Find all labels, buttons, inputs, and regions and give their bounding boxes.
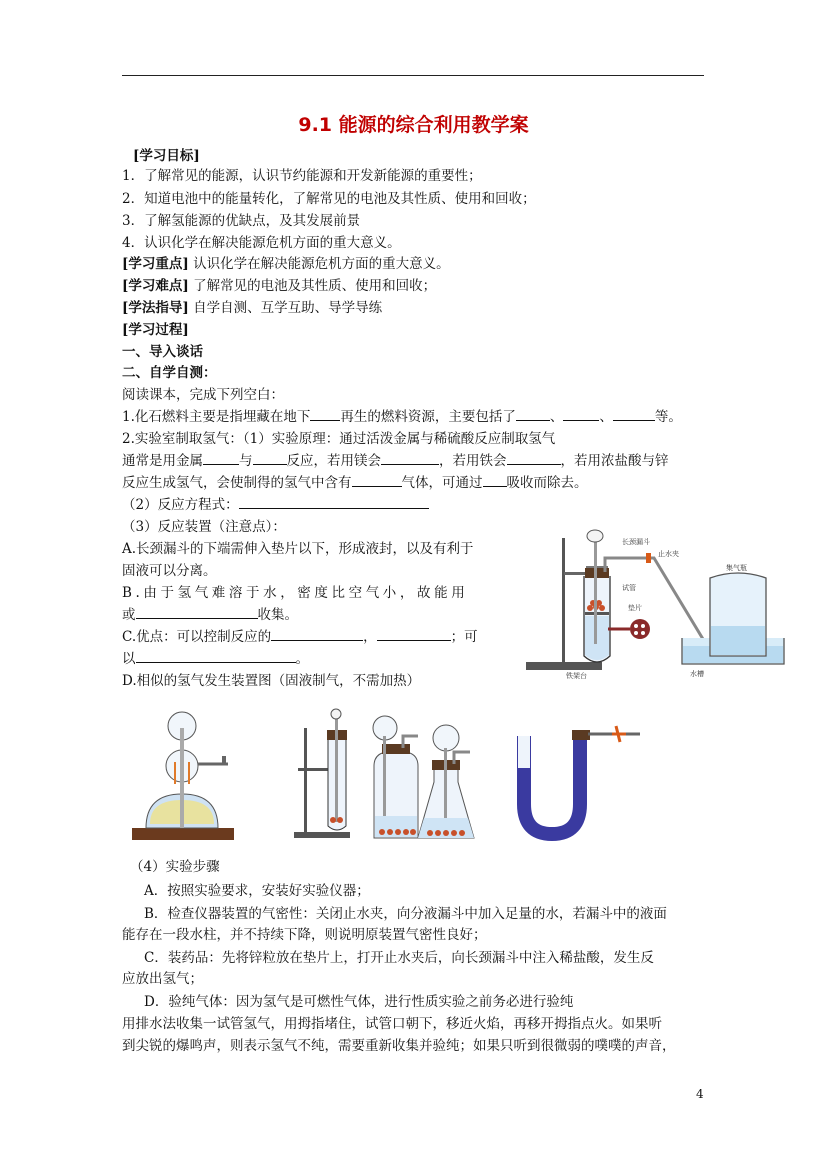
step-d-2: 用排水法收集一试管氢气，用拇指堵住，试管口朝下，移近火焰，再移开拇指点火。如果听 [122,1016,662,1032]
blank [613,408,655,421]
q2-line-3 [122,474,588,492]
q1-text-b: 再生的燃料资源，主要包括了 [340,409,516,425]
note-c-1 [122,628,478,646]
q1-text-a: 1.化石燃料主要是指埋藏在地下 [122,409,311,425]
section-1-heading: 一、导入谈话 [122,344,203,360]
pinch-clamp [646,553,651,563]
label-stand: 铁架台 [566,672,587,680]
kipp-generator [132,712,234,840]
objective-2: 2．知道电池中的能量转化，了解常见的电池及其性质、使用和回收； [122,191,536,207]
step-b-1: B．检查仪器装置的气密性：关闭止水夹，向分液漏斗中加入足量的水，若漏斗中的液面 [144,906,667,922]
label-trough: 水槽 [690,670,704,678]
q2-text: ，若用铁会 [439,453,507,469]
q2-line-2 [122,452,669,470]
blank [377,628,451,641]
q2-text: 以 [122,651,136,667]
header-rule [122,75,704,76]
blank [239,496,429,509]
q2-text: 吸收而除去。 [506,475,588,491]
long-neck-funnel [594,536,597,644]
plate-detail [630,619,650,639]
q2-text: ， [363,629,377,645]
method-text: 自学自测、互学互助、导学导练 [193,300,383,316]
question-1 [122,408,682,426]
device-heading: （3）反应装置（注意点）： [122,519,286,535]
conical-flask [418,725,474,838]
step-a: A．按照实验要求，安装好实验仪器； [144,883,370,899]
page-title: 9.1 能源的综合利用教学案 [298,114,529,136]
q2-text: 反应，若用镁会 [286,453,381,469]
section-2-heading: 二、自学自测： [122,365,217,381]
label-bottle: 集气瓶 [726,564,747,572]
blank [381,452,439,465]
step-d-3: 到尖锐的爆鸣声，则表示氢气不纯，需要重新收集并验纯；如果只听到很微弱的噗噗的声音， [122,1038,676,1054]
blank [203,452,239,465]
blank [483,474,507,487]
key-point [122,255,450,273]
note-b-1: B.由于氢气难溶于水，密度比空气小，故能用 [122,585,469,601]
key-point-label: [学习重点] [122,256,189,272]
tube-on-stand [294,709,350,838]
q1-text-d: 、 [599,409,613,425]
blank [136,650,296,663]
read-instruction: 阅读课本，完成下列空白： [122,387,284,403]
note-a-1: A.长颈漏斗的下端需伸入垫片以下，形成液封，以及有利于 [122,541,474,557]
blank [310,408,340,421]
step-b-2: 能存在一段水柱，并不持续下降，则说明原装置气密性良好； [122,927,487,943]
objective-4: 4．认识化学在解决能源危机方面的重大意义。 [122,235,401,251]
note-a-2: 固液可以分离。 [122,563,217,579]
q2-text: 。 [295,651,309,667]
method [122,299,382,317]
objective-3: 3．了解氢能源的优缺点，及其发展前景 [122,213,361,229]
blank [271,628,363,641]
difficulty [122,277,436,295]
blank [516,408,550,421]
blank [507,452,561,465]
label-funnel: 长颈漏斗 [622,538,650,546]
q2-text: 反应生成氢气，会使制得的氢气中含有 [122,475,352,491]
reaction-equation [122,496,429,514]
blank [352,474,402,487]
similar-apparatus-figures [128,708,688,848]
difficulty-label: [学习难点] [122,278,189,294]
objectives-heading: [学习目标] [133,148,200,164]
q2-text: 或 [122,607,136,623]
q2-text: 通常是用金属 [122,453,203,469]
note-d: D.相似的氢气发生装置图（固液制气，不需加热） [122,673,421,689]
q2-line-1: 2.实验室制取氢气：（1）实验原理：通过活泼金属与稀硫酸反应制取氢气 [122,431,556,447]
step-c-1: C．装药品：先将锌粒放在垫片上，打开止水夹后，向长颈漏斗中注入稀盐酸，发生反 [144,950,654,966]
label-tube: 试管 [622,584,636,592]
wide-mouth-bottle [373,716,418,838]
objective-1: 1．了解常见的能源，认识节约能源和开发新能源的重要性； [122,168,482,184]
q2-text: ；可 [450,629,478,645]
q2-text: 气体，可通过 [401,475,483,491]
difficulty-text: 了解常见的电池及其性质、使用和回收； [193,278,437,294]
equation-label: （2）反应方程式： [122,497,239,513]
q2-text: ，若用浓盐酸与锌 [560,453,669,469]
q2-text: 收集。 [257,607,298,623]
funnel-top [587,530,603,542]
note-c-2 [122,650,309,668]
process-heading: [学习过程] [122,322,189,338]
key-point-text: 认识化学在解决能源危机方面的重大意义。 [193,256,450,272]
q2-text: C.优点：可以控制反应的 [122,629,272,645]
q1-text-c: 、 [549,409,564,425]
hydrogen-apparatus-figure [522,528,806,680]
blank [253,452,287,465]
stand-rod [562,538,565,664]
note-b-2 [122,606,298,624]
label-plate: 垫片 [628,604,642,612]
label-clamp: 止水夹 [658,550,679,558]
steps-heading: （4）实验步骤 [130,859,220,875]
blank [136,606,258,619]
q1-text-e: 等。 [654,409,682,425]
method-label: [学法指导] [122,300,189,316]
page-number: 4 [696,1087,704,1101]
q2-text: 与 [239,453,253,469]
blank [563,408,599,421]
step-c-2: 应放出氢气； [122,971,203,987]
step-d-1: D．验纯气体：因为氢气是可燃性气体，进行性质实验之前务必进行验纯 [144,994,574,1010]
u-tube [524,726,640,834]
